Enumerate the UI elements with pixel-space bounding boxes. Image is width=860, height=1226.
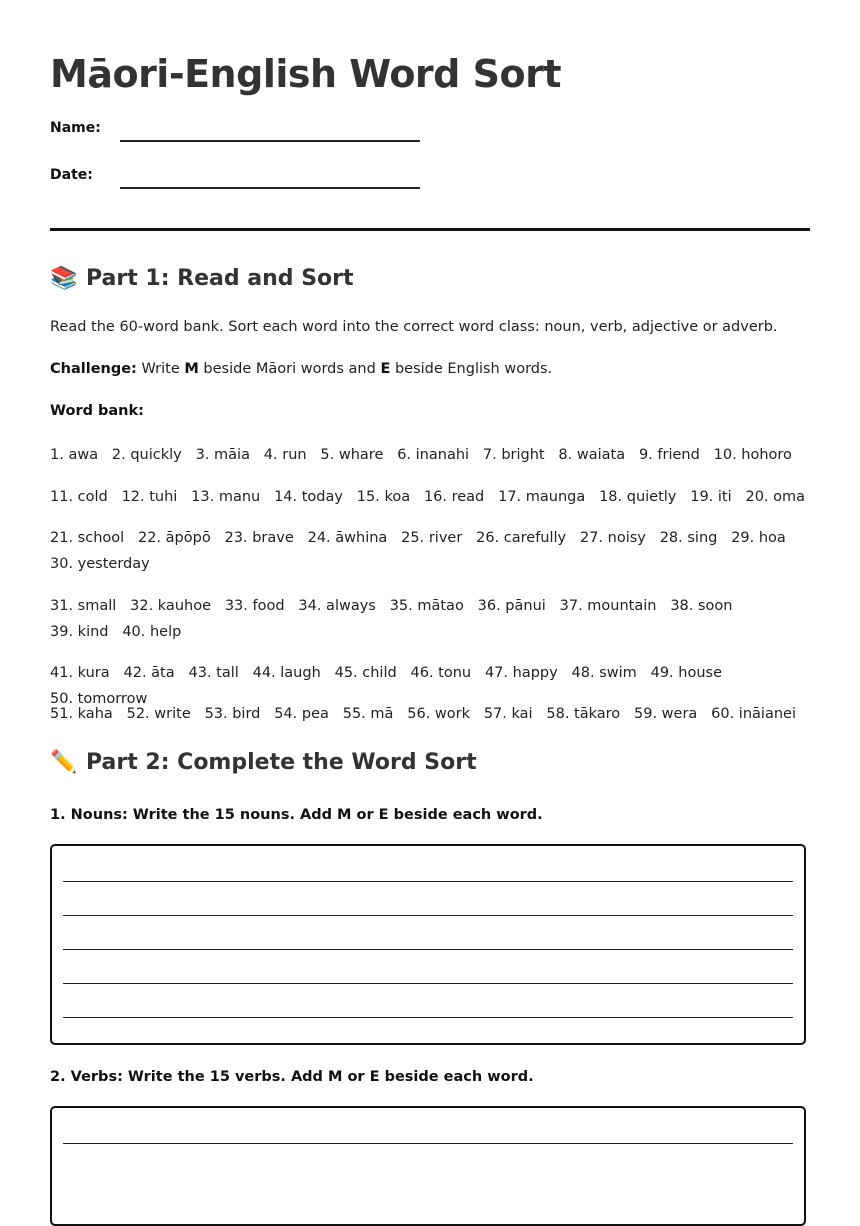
answer-line[interactable] [63, 915, 793, 916]
part1-instruction: Read the 60-word bank. Sort each word into the correct word class: noun, verb, adjective or adverb. [50, 319, 778, 335]
word-bank-item: 16. read [423, 489, 485, 505]
word-bank-item: 12. tuhi [121, 489, 178, 505]
word-bank-item: 50. tomorrow [50, 691, 148, 707]
word-bank-item: 33. food [224, 598, 285, 614]
word-bank-item: 34. always [298, 598, 376, 614]
word-bank-item: 35. mātao [389, 598, 464, 614]
books-icon: 📚 [50, 266, 78, 291]
word-bank-item: 49. house [650, 665, 722, 681]
part1-title: Part 1: Read and Sort [86, 266, 354, 291]
answer-line[interactable] [63, 1143, 793, 1144]
answer-line[interactable] [63, 949, 793, 950]
word-bank-item: 10. hohoro [713, 447, 792, 463]
word-bank-item: 58. tākaro [546, 706, 621, 722]
nouns-task-label: 1. Nouns: Write the 15 nouns. Add M or E beside each word. [50, 807, 543, 823]
word-bank-item: 19. iti [690, 489, 732, 505]
name-field-row [50, 120, 430, 144]
page-title: Māori-English Word Sort [50, 52, 561, 96]
date-field-row [50, 167, 430, 191]
word-bank-item: 29. hoa [731, 530, 786, 546]
word-bank-item: 46. tonu [410, 665, 472, 681]
challenge-text-part3: beside English words. [390, 361, 553, 377]
challenge-text [50, 361, 810, 377]
word-bank-item: 25. river [401, 530, 463, 546]
word-bank-item: 56. work [407, 706, 470, 722]
name-label: Name: [50, 120, 101, 136]
word-bank-item: 47. happy [484, 665, 558, 681]
word-bank-item: 15. koa [356, 489, 411, 505]
word-bank-item: 38. soon [670, 598, 733, 614]
challenge-label: Challenge: [50, 361, 137, 377]
word-bank-item: 26. carefully [476, 530, 567, 546]
challenge-m: M [184, 361, 199, 377]
word-bank-item: 41. kura [50, 665, 110, 681]
date-label: Date: [50, 167, 93, 183]
word-bank-item: 39. kind [50, 624, 109, 640]
word-bank-item: 18. quietly [599, 489, 677, 505]
word-bank-item: 44. laugh [252, 665, 321, 681]
challenge-text-part2: beside Māori words and [198, 361, 381, 377]
word-bank-item: 28. sing [659, 530, 718, 546]
nouns-answer-box[interactable] [50, 844, 806, 1045]
word-bank-item: 27. noisy [579, 530, 646, 546]
word-bank-item: 11. cold [50, 489, 108, 505]
word-bank-item: 21. school [50, 530, 125, 546]
pencil-icon: ✏️ [50, 750, 78, 775]
word-bank-item: 30. yesterday [50, 556, 150, 572]
word-bank-item: 9. friend [638, 447, 700, 463]
word-bank-item: 54. pea [274, 706, 329, 722]
word-bank-item: 45. child [334, 665, 397, 681]
name-field[interactable] [120, 140, 420, 142]
word-bank-item: 51. kaha [50, 706, 113, 722]
word-bank-item: 37. mountain [559, 598, 657, 614]
part2-heading [50, 750, 477, 775]
header-divider [50, 228, 810, 231]
word-bank-line [50, 442, 810, 468]
word-bank-label-text: Word bank: [50, 403, 144, 419]
verbs-task-label: 2. Verbs: Write the 15 verbs. Add M or E beside each word. [50, 1069, 534, 1085]
word-bank-line [50, 525, 810, 577]
word-bank-item: 40. help [122, 624, 182, 640]
word-bank-item: 53. bird [204, 706, 261, 722]
word-bank-item: 36. pānui [477, 598, 546, 614]
word-bank-item: 17. maunga [498, 489, 586, 505]
answer-line[interactable] [63, 983, 793, 984]
word-bank-line [50, 593, 810, 645]
answer-line[interactable] [63, 881, 793, 882]
part2-title: Part 2: Complete the Word Sort [86, 750, 477, 775]
date-field[interactable] [120, 187, 420, 189]
word-bank-item: 4. run [263, 447, 307, 463]
word-bank-item: 14. today [274, 489, 343, 505]
verbs-answer-box[interactable] [50, 1106, 806, 1226]
word-bank-item: 3. māia [195, 447, 250, 463]
answer-line[interactable] [63, 1017, 793, 1018]
word-bank-item: 31. small [50, 598, 117, 614]
word-bank-item: 20. oma [745, 489, 806, 505]
word-bank-item: 13. manu [191, 489, 261, 505]
word-bank-item: 6. inanahi [397, 447, 470, 463]
word-bank-item: 5. whare [320, 447, 384, 463]
word-bank-item: 52. write [126, 706, 191, 722]
challenge-e: E [380, 361, 391, 377]
word-bank-item: 43. tall [188, 665, 239, 681]
part1-heading [50, 266, 354, 291]
word-bank-item: 1. awa [50, 447, 99, 463]
word-bank-line [50, 701, 810, 727]
word-bank-item: 60. ināianei [711, 706, 796, 722]
word-bank-item: 32. kauhoe [130, 598, 211, 614]
word-bank-label [50, 403, 810, 419]
word-bank-item: 7. bright [482, 447, 545, 463]
word-bank-item: 59. wera [634, 706, 698, 722]
word-bank-item: 57. kai [483, 706, 533, 722]
word-bank-item: 24. āwhina [307, 530, 388, 546]
word-bank-item: 48. swim [571, 665, 637, 681]
word-bank-item: 42. āta [123, 665, 175, 681]
word-bank-item: 23. brave [224, 530, 294, 546]
word-bank-line [50, 484, 810, 510]
word-bank-item: 8. waiata [558, 447, 626, 463]
word-bank-item: 55. mā [342, 706, 394, 722]
challenge-text-part1: Write [136, 361, 185, 377]
word-bank-item: 2. quickly [111, 447, 182, 463]
word-bank-item: 22. āpōpō [138, 530, 211, 546]
